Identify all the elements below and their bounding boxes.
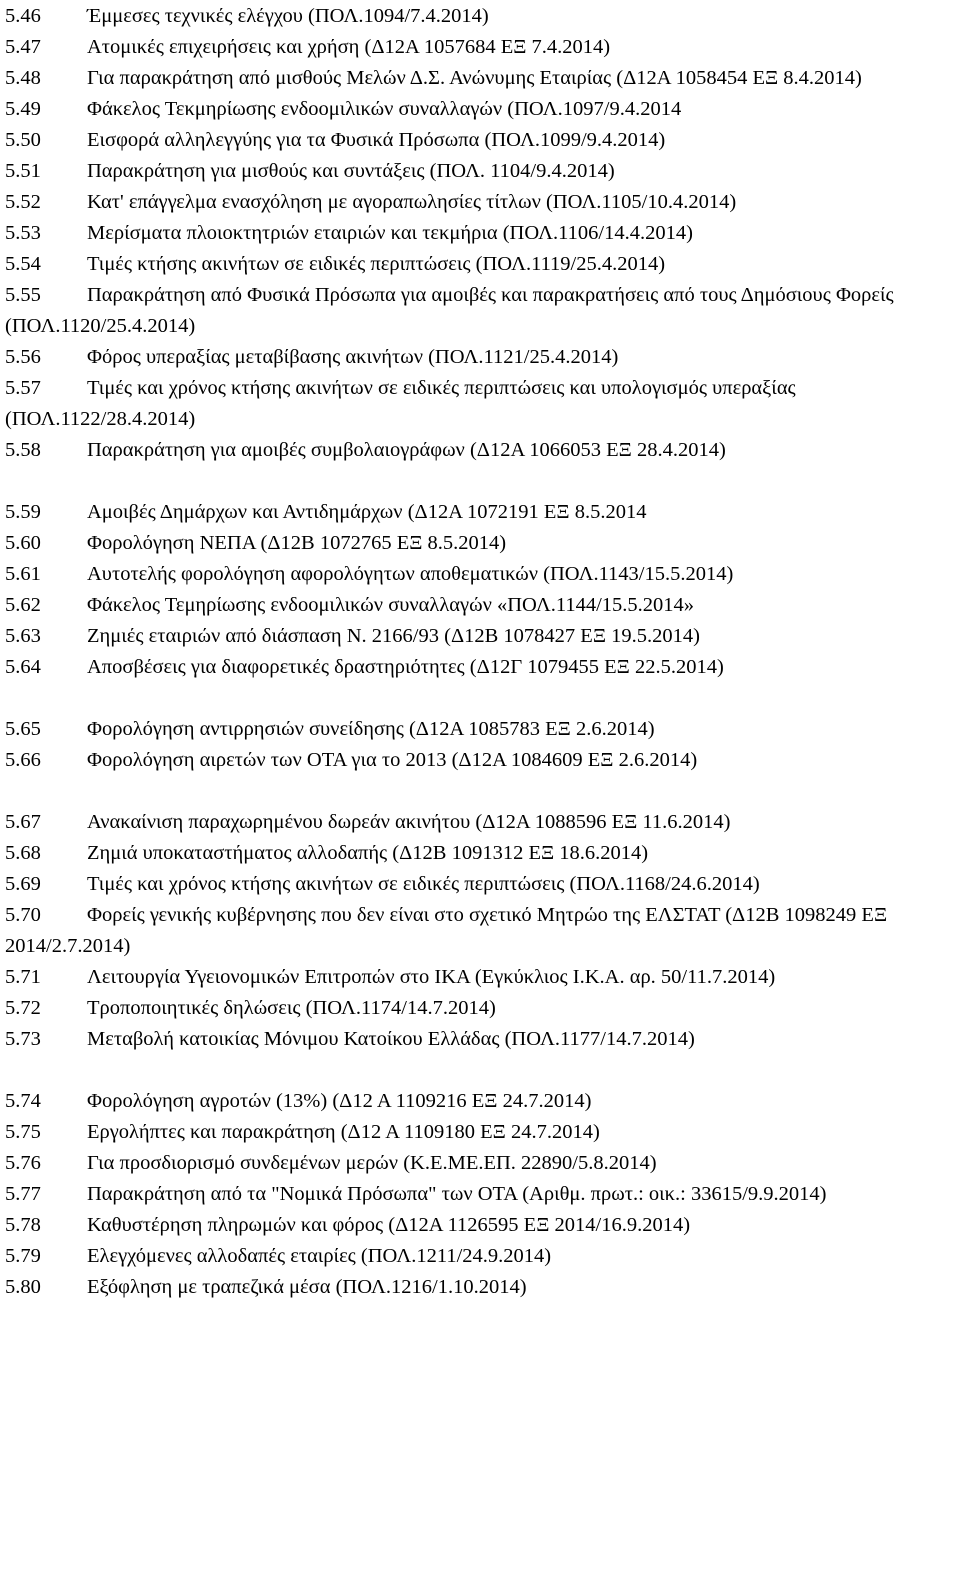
- item-number: 5.67: [5, 811, 41, 833]
- list-item: [5, 559, 950, 590]
- list-item: [5, 63, 950, 94]
- item-text: Ελεγχόμενες αλλοδαπές εταιρίες (ΠΟΛ.1211/24.9.2014): [87, 1245, 552, 1267]
- list-item: [5, 94, 950, 125]
- list-item: [5, 652, 950, 683]
- list-item: [5, 280, 950, 342]
- item-number: 5.62: [5, 594, 41, 616]
- item-number: 5.55: [5, 284, 41, 306]
- list-item: [5, 900, 950, 962]
- list-item: [5, 714, 950, 745]
- item-text: Φορολόγηση ΝΕΠΑ (Δ12Β 1072765 ΕΞ 8.5.2014): [87, 532, 507, 554]
- item-text: Φορολόγηση αιρετών των ΟΤΑ για το 2013 (Δ12Α 1084609 ΕΞ 2.6.2014): [87, 749, 698, 771]
- item-number: 5.52: [5, 191, 41, 213]
- item-number: 5.80: [5, 1276, 41, 1298]
- list-item: [5, 435, 950, 466]
- list-item: [5, 528, 950, 559]
- list-item: [5, 807, 950, 838]
- item-number: 5.68: [5, 842, 41, 864]
- document-page: [5, 1, 950, 1303]
- item-number: 5.78: [5, 1214, 41, 1236]
- item-number: 5.75: [5, 1121, 41, 1143]
- item-text: Μεταβολή κατοικίας Μόνιμου Κατοίκου Ελλάδας (ΠΟΛ.1177/14.7.2014): [87, 1028, 695, 1050]
- item-number: 5.54: [5, 253, 41, 275]
- list-item: [5, 1117, 950, 1148]
- item-text: Φορείς γενικής κυβέρνησης που δεν είναι στο σχετικό Μητρώο της ΕΛΣΤΑΤ (Δ12Β 1098249 ΕΞ 2014/2.7.2014): [5, 904, 888, 957]
- item-text: Τιμές κτήσης ακινήτων σε ειδικές περιπτώσεις (ΠΟΛ.1119/25.4.2014): [87, 253, 666, 275]
- item-number: 5.76: [5, 1152, 41, 1174]
- item-number: 5.69: [5, 873, 41, 895]
- item-text: Φορολόγηση αντιρρησιών συνείδησης (Δ12Α 1085783 ΕΞ 2.6.2014): [87, 718, 655, 740]
- item-number: 5.60: [5, 532, 41, 554]
- item-number: 5.57: [5, 377, 41, 399]
- item-text: Για προσδιορισμό συνδεμένων μερών (Κ.Ε.ΜΕ.ΕΠ. 22890/5.8.2014): [87, 1152, 657, 1174]
- list-item: [5, 125, 950, 156]
- item-number: 5.64: [5, 656, 41, 678]
- item-text: Παρακράτηση για αμοιβές συμβολαιογράφων (Δ12Α 1066053 ΕΞ 28.4.2014): [87, 439, 726, 461]
- list-item: [5, 187, 950, 218]
- list-item: [5, 1086, 950, 1117]
- item-number: 5.79: [5, 1245, 41, 1267]
- item-text: Παρακράτηση από τα "Νομικά Πρόσωπα" των ΟΤΑ (Αριθμ. πρωτ.: οικ.: 33615/9.9.2014): [87, 1183, 827, 1205]
- item-text: Φόρος υπεραξίας μεταβίβασης ακινήτων (ΠΟΛ.1121/25.4.2014): [87, 346, 619, 368]
- item-number: 5.61: [5, 563, 41, 585]
- list-item: [5, 249, 950, 280]
- item-text: Μερίσματα πλοιοκτητριών εταιριών και τεκμήρια (ΠΟΛ.1106/14.4.2014): [87, 222, 693, 244]
- list-item: [5, 156, 950, 187]
- item-number: 5.58: [5, 439, 41, 461]
- item-number: 5.63: [5, 625, 41, 647]
- list-item: [5, 590, 950, 621]
- item-number: 5.74: [5, 1090, 41, 1112]
- list-item: [5, 1, 950, 32]
- list-item: [5, 838, 950, 869]
- item-text: Παρακράτηση για μισθούς και συντάξεις (ΠΟΛ. 1104/9.4.2014): [87, 160, 615, 182]
- item-number: 5.47: [5, 36, 41, 58]
- item-text: Τιμές και χρόνος κτήσης ακινήτων σε ειδικές περιπτώσεις (ΠΟΛ.1168/24.6.2014): [87, 873, 760, 895]
- item-number: 5.48: [5, 67, 41, 89]
- item-text: Ζημιές εταιριών από διάσπαση Ν. 2166/93 (Δ12Β 1078427 ΕΞ 19.5.2014): [87, 625, 700, 647]
- item-text: Για παρακράτηση από μισθούς Μελών Δ.Σ. Ανώνυμης Εταιρίας (Δ12Α 1058454 ΕΞ 8.4.2014): [87, 67, 862, 89]
- list-item: [5, 342, 950, 373]
- item-number: 5.51: [5, 160, 41, 182]
- item-number: 5.53: [5, 222, 41, 244]
- list-item: [5, 962, 950, 993]
- list-item: [5, 1241, 950, 1272]
- item-text: Τροποποιητικές δηλώσεις (ΠΟΛ.1174/14.7.2014): [87, 997, 496, 1019]
- item-text: Εξόφληση με τραπεζικά μέσα (ΠΟΛ.1216/1.10.2014): [87, 1276, 527, 1298]
- item-number: 5.56: [5, 346, 41, 368]
- list-item: [5, 745, 950, 776]
- item-text: Αμοιβές Δημάρχων και Αντιδημάρχων (Δ12Α 1072191 ΕΞ 8.5.2014: [87, 501, 647, 523]
- item-number: 5.66: [5, 749, 41, 771]
- item-number: 5.70: [5, 904, 41, 926]
- list-item: [5, 1148, 950, 1179]
- item-text: Αυτοτελής φορολόγηση αφορολόγητων αποθεματικών (ΠΟΛ.1143/15.5.2014): [87, 563, 734, 585]
- list-item: [5, 993, 950, 1024]
- item-text: Λειτουργία Υγειονομικών Επιτροπών στο ΙΚΑ (Εγκύκλιος Ι.Κ.Α. αρ. 50/11.7.2014): [87, 966, 776, 988]
- item-text: Ατομικές επιχειρήσεις και χρήση (Δ12Α 1057684 ΕΞ 7.4.2014): [87, 36, 611, 58]
- list-item: [5, 218, 950, 249]
- item-number: 5.77: [5, 1183, 41, 1205]
- list-item: [5, 32, 950, 63]
- item-text: Έμμεσες τεχνικές ελέγχου (ΠΟΛ.1094/7.4.2014): [87, 5, 489, 27]
- list-item: [5, 1179, 950, 1210]
- item-text: Αποσβέσεις για διαφορετικές δραστηριότητες (Δ12Γ 1079455 ΕΞ 22.5.2014): [87, 656, 724, 678]
- item-number: 5.73: [5, 1028, 41, 1050]
- list-item: [5, 1024, 950, 1055]
- item-text: Εργολήπτες και παρακράτηση (Δ12 Α 1109180 ΕΞ 24.7.2014): [87, 1121, 600, 1143]
- item-text: Τιμές και χρόνος κτήσης ακινήτων σε ειδικές περιπτώσεις και υπολογισμός υπεραξίας (ΠΟΛ.1122/28.4.2014): [5, 377, 796, 430]
- item-text: Παρακράτηση από Φυσικά Πρόσωπα για αμοιβές και παρακρατήσεις από τους Δημόσιους Φορείς (ΠΟΛ.1120/25.4.2014): [5, 284, 894, 337]
- list-item: [5, 1272, 950, 1303]
- item-text: Ανακαίνιση παραχωρημένου δωρεάν ακινήτου (Δ12Α 1088596 ΕΞ 11.6.2014): [87, 811, 731, 833]
- list-item: [5, 373, 950, 435]
- item-number: 5.71: [5, 966, 41, 988]
- item-text: Φάκελος Τεμηρίωσης ενδοομιλικών συναλλαγών «ΠΟΛ.1144/15.5.2014»: [87, 594, 695, 616]
- item-number: 5.59: [5, 501, 41, 523]
- list-item: [5, 621, 950, 652]
- list-item: [5, 869, 950, 900]
- item-text: Φάκελος Τεκμηρίωσης ενδοομιλικών συναλλαγών (ΠΟΛ.1097/9.4.2014: [87, 98, 682, 120]
- item-number: 5.49: [5, 98, 41, 120]
- item-number: 5.65: [5, 718, 41, 740]
- list-item: [5, 497, 950, 528]
- list-item: [5, 1210, 950, 1241]
- item-number: 5.50: [5, 129, 41, 151]
- item-number: 5.46: [5, 5, 41, 27]
- item-text: Φορολόγηση αγροτών (13%) (Δ12 Α 1109216 ΕΞ 24.7.2014): [87, 1090, 592, 1112]
- item-text: Καθυστέρηση πληρωμών και φόρος (Δ12Α 1126595 ΕΞ 2014/16.9.2014): [87, 1214, 691, 1236]
- item-text: Κατ' επάγγελμα ενασχόληση με αγοραπωλησίες τίτλων (ΠΟΛ.1105/10.4.2014): [87, 191, 737, 213]
- item-text: Ζημιά υποκαταστήματος αλλοδαπής (Δ12Β 1091312 ΕΞ 18.6.2014): [87, 842, 649, 864]
- item-number: 5.72: [5, 997, 41, 1019]
- item-text: Εισφορά αλληλεγγύης για τα Φυσικά Πρόσωπα (ΠΟΛ.1099/9.4.2014): [87, 129, 666, 151]
